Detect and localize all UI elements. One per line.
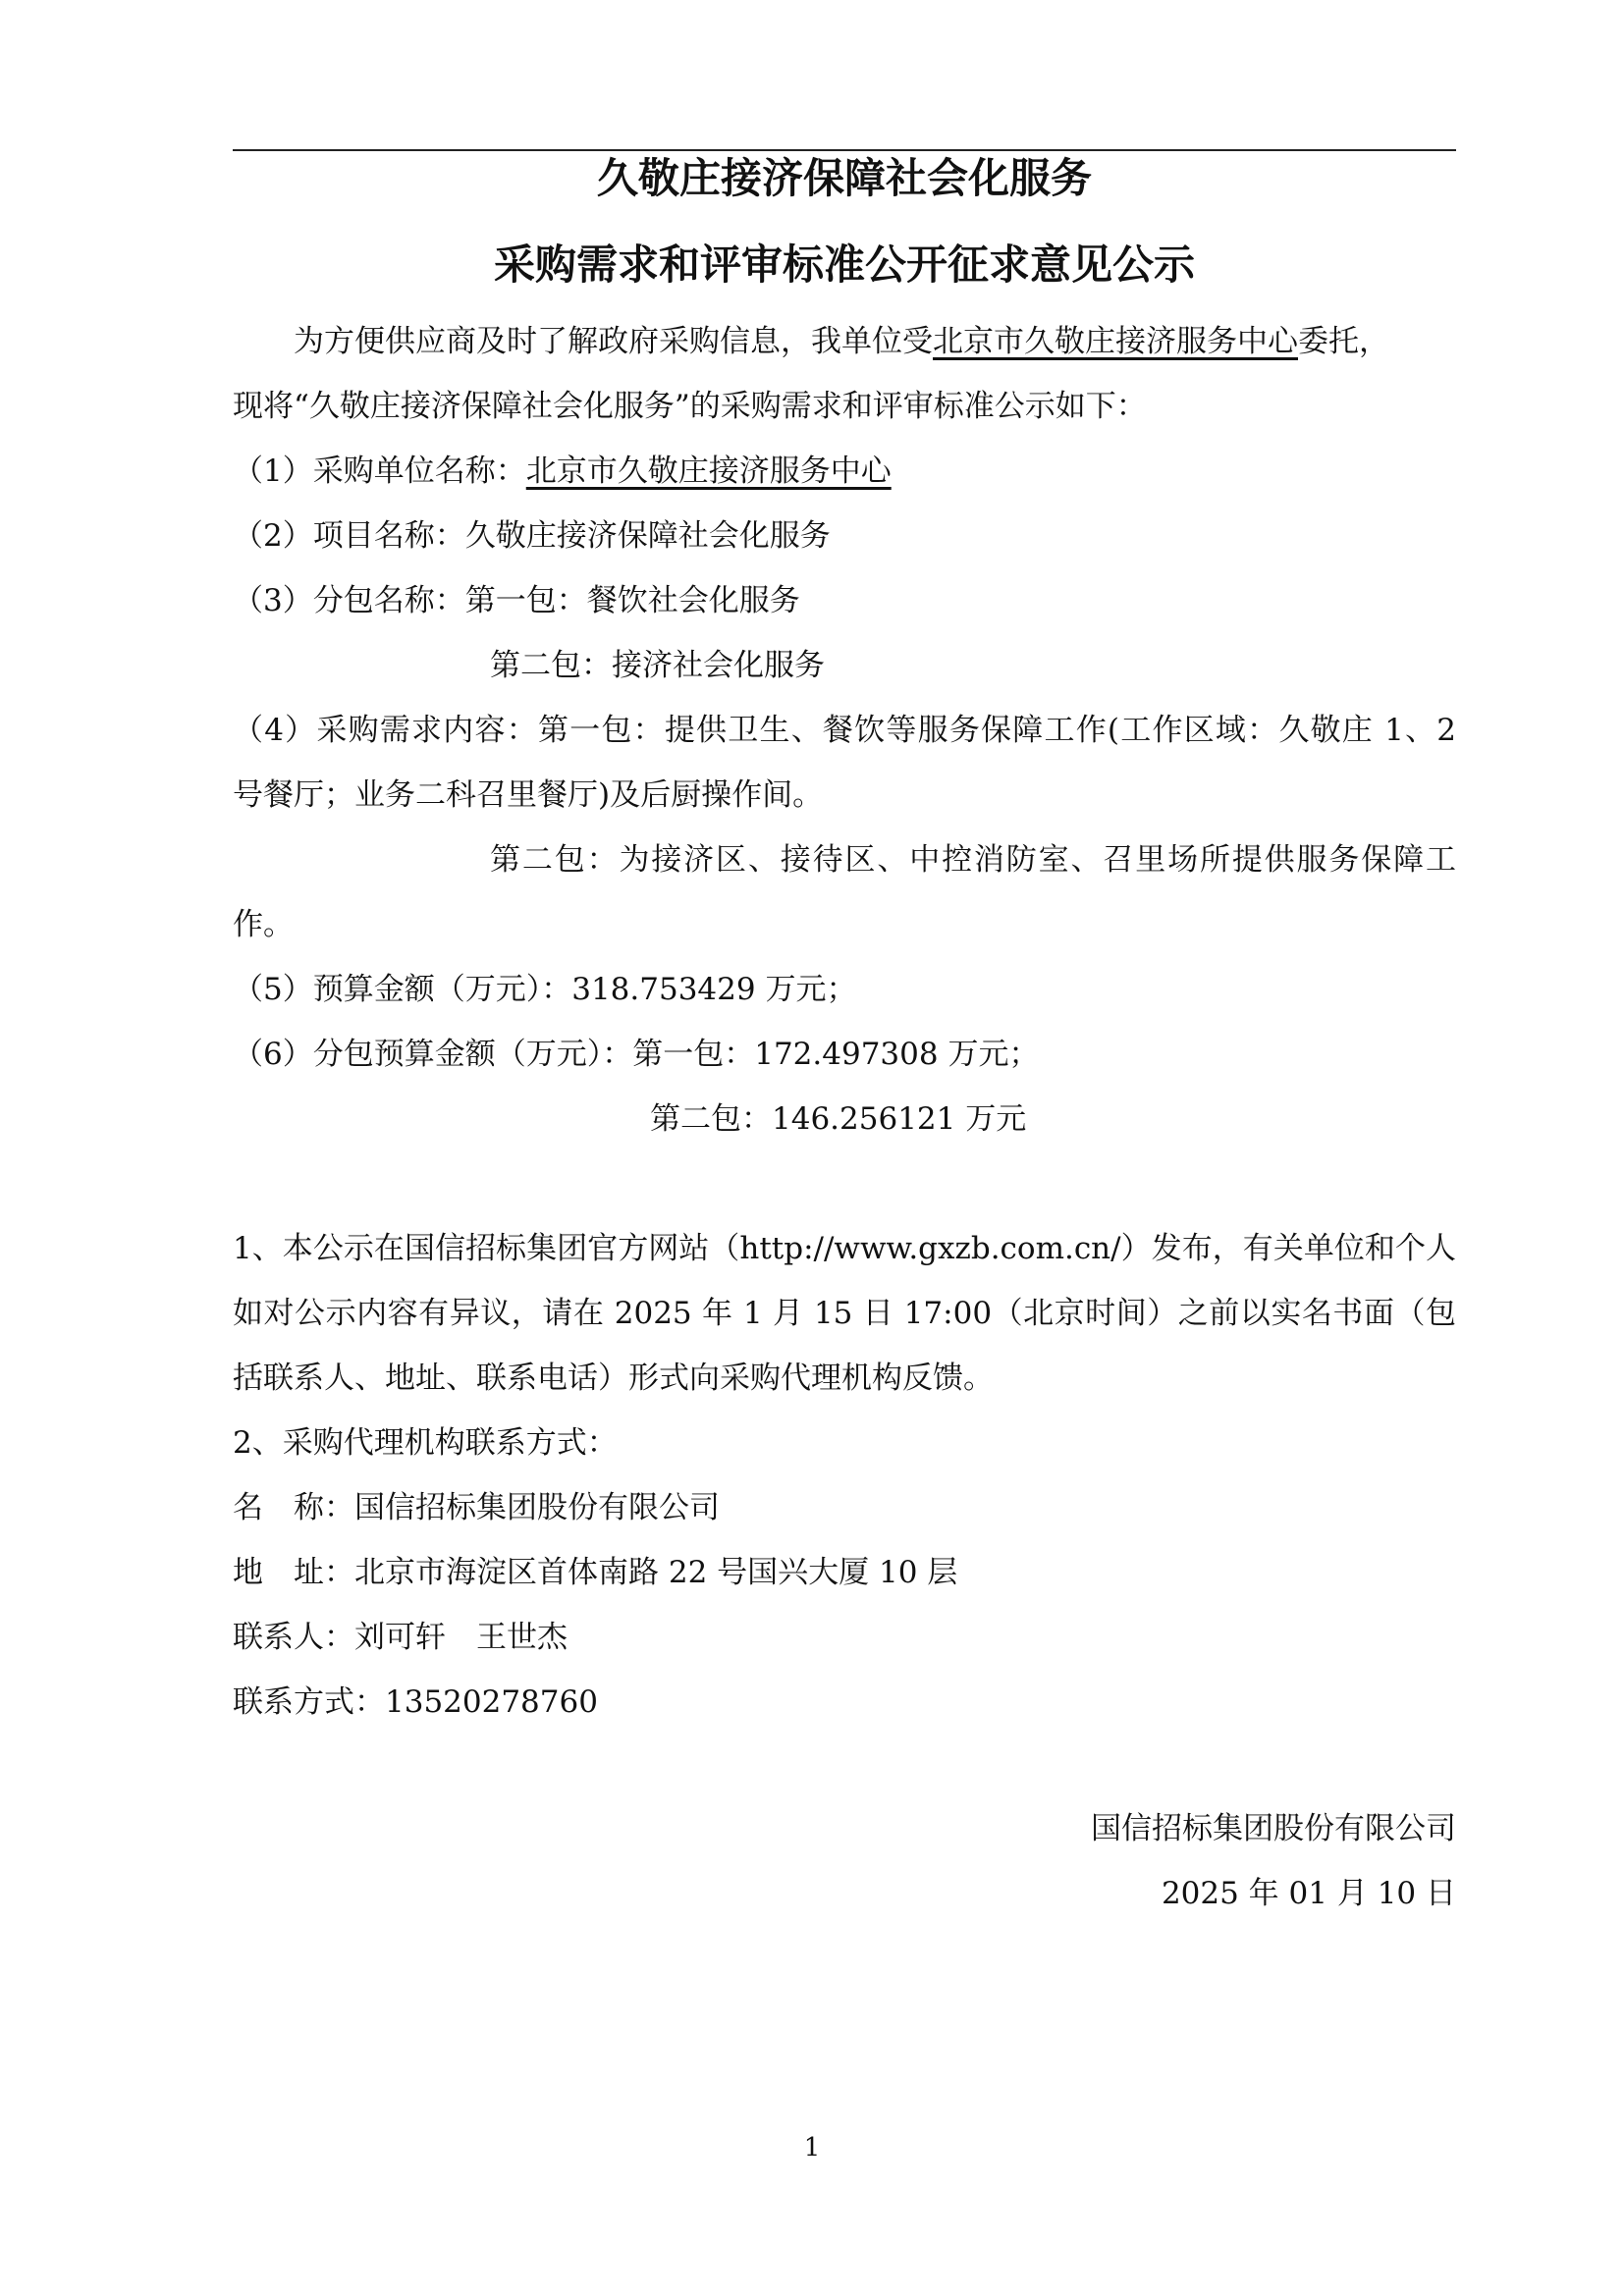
item-package-2-name: 第二包：接济社会化服务 — [490, 648, 825, 683]
item-budget: （5）预算金额（万元）：318.753429 万元； — [233, 972, 857, 1007]
item-package-budget: （6）分包预算金额（万元）：第一包：172.497308 万元； — [233, 1037, 1040, 1072]
item-project-name: （2）项目名称：久敬庄接济保障社会化服务 — [233, 518, 831, 554]
item-requirements-line-1: （4）采购需求内容：第一包：提供卫生、餐饮等服务保障工作(工作区域：久敬庄 1、2 — [233, 713, 1456, 748]
item-requirements-line-2: 号餐厅；业务二科召里餐厅)及后厨操作间。 — [233, 777, 824, 813]
signature-org: 国信招标集团股份有限公司 — [1091, 1811, 1456, 1846]
title-line-2: 采购需求和评审标准公开征求意见公示 — [493, 240, 1195, 289]
item-package-2-budget: 第二包：146.256121 万元 — [650, 1101, 1027, 1137]
intro-text-pre: 为方便供应商及时了解政府采购信息，我单位受 — [294, 324, 933, 359]
item-purchaser — [233, 439, 1456, 504]
notice-1-line-2: 如对公示内容有异议，请在 2025 年 1 月 15 日 17:00（北京时间）之前以实名书面（包 — [233, 1296, 1456, 1331]
item-purchaser-value: 北京市久敬庄接济服务中心 — [525, 454, 892, 489]
notice-1-line-3: 括联系人、地址、联系电话）形式向采购代理机构反馈。 — [233, 1361, 994, 1396]
signature-date: 2025 年 01 月 10 日 — [1161, 1876, 1456, 1911]
intro-line-2: 现将“久敬庄接济保障社会化服务”的采购需求和评审标准公示如下： — [233, 389, 1147, 424]
contact-person: 联系人：刘可轩 王世杰 — [233, 1620, 568, 1655]
title-line-1: 久敬庄接济保障社会化服务 — [596, 154, 1092, 202]
contact-phone: 联系方式：13520278760 — [233, 1684, 598, 1720]
intro-line-1 — [233, 309, 1456, 374]
document-body — [233, 309, 1456, 1735]
page-number: 1 — [803, 2133, 821, 2163]
item-requirements-pkg2-line-2: 作。 — [233, 907, 294, 942]
intro-text-post: 委托， — [1298, 324, 1389, 359]
spacer — [233, 1151, 1456, 1216]
item-package-name: （3）分包名称：第一包：餐饮社会化服务 — [233, 583, 800, 618]
entrusting-unit: 北京市久敬庄接济服务中心 — [933, 324, 1298, 359]
notice-2: 2、采购代理机构联系方式： — [233, 1425, 618, 1461]
item-purchaser-label: （1）采购单位名称： — [233, 454, 526, 489]
contact-address: 地 址：北京市海淀区首体南路 22 号国兴大厦 10 层 — [233, 1555, 958, 1590]
notice-1-line-1: 1、本公示在国信招标集团官方网站（http://www.gxzb.com.cn/）发布，有关单位和个人 — [233, 1231, 1456, 1266]
contact-name: 名 称：国信招标集团股份有限公司 — [233, 1490, 720, 1525]
item-requirements-pkg2-line-1: 第二包：为接济区、接待区、中控消防室、召里场所提供服务保障工 — [490, 842, 1456, 878]
